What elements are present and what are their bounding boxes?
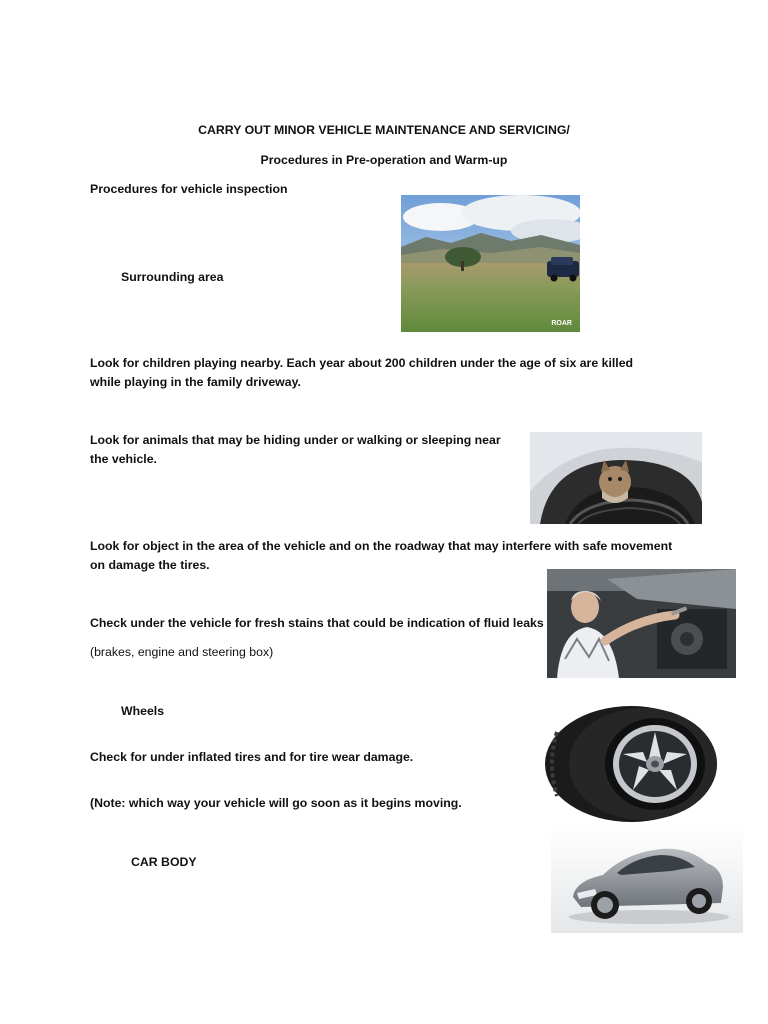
item-note: (Note: which way your vehicle will go soon as it begins moving.	[90, 796, 462, 810]
landscape-photo	[401, 195, 580, 332]
tire-photo	[543, 702, 733, 824]
section-heading: Procedures for vehicle inspection	[90, 182, 288, 196]
item-car-body: CAR BODY	[131, 855, 197, 869]
item-surrounding-area: Surrounding area	[121, 270, 224, 284]
car-photo	[551, 825, 743, 933]
item-children: Look for children playing nearby. Each year about 200 children under the age of six are killed while playing in the family driveway.	[90, 356, 634, 389]
item-wheels: Wheels	[121, 704, 165, 718]
item-objects: Look for object in the area of the vehicle and on the roadway that may interfere with safe movement on damage the tires.	[90, 539, 673, 572]
watermark-logo: ROAR	[551, 320, 572, 327]
item-tires: Check for under inflated tires and for tire wear damage.	[90, 750, 414, 764]
mechanic-photo	[547, 569, 736, 678]
kitten-tire-photo	[530, 432, 702, 524]
page-subtitle: Procedures in Pre-operation and Warm-up	[260, 153, 508, 167]
item-stains: Check under the vehicle for fresh stains that could be indication of fluid leaks	[90, 616, 544, 630]
item-stains-detail: (brakes, engine and steering box)	[90, 645, 274, 659]
item-animals: Look for animals that may be hiding under or walking or sleeping near the vehicle.	[90, 433, 501, 466]
page-title: CARRY OUT MINOR VEHICLE MAINTENANCE AND SERVICING/	[198, 123, 570, 137]
